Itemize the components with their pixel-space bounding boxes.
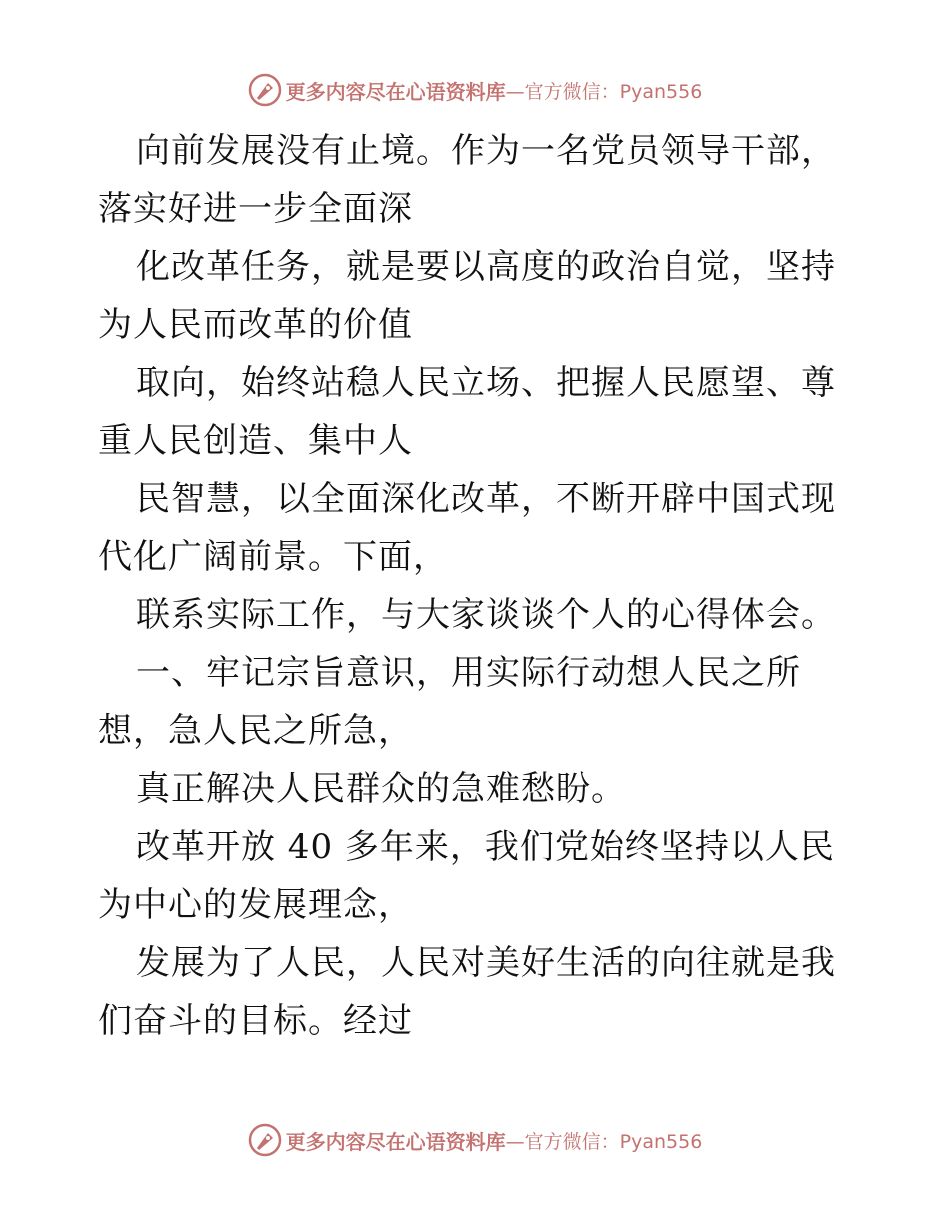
paragraph: 改革开放 40 多年来，我们党始终坚持以人民为中心的发展理念， <box>98 827 835 925</box>
pen-nib-logo-icon <box>248 73 282 107</box>
paragraph: 化改革任务，就是要以高度的政治自觉，坚持为人民而改革的价值 <box>98 247 836 345</box>
watermark-main-text: 更多内容尽在心语资料库 <box>285 79 506 104</box>
paragraph: 真正解决人民群众的急难愁盼。 <box>136 769 626 809</box>
paragraph: 联系实际工作，与大家谈谈个人的心得体会。 <box>136 595 836 635</box>
paragraph: 向前发展没有止境。作为一名党员领导干部，落实好进一步全面深 <box>98 131 836 229</box>
header-watermark <box>0 70 950 110</box>
paragraph: 一、牢记宗旨意识，用实际行动想人民之所想，急人民之所急， <box>98 653 801 751</box>
paragraph: 取向，始终站稳人民立场、把握人民愿望、尊重人民创造、集中人 <box>98 363 836 461</box>
watermark-contact-text: —官方微信：Pyan556 <box>505 80 703 103</box>
watermark-contact-text: —官方微信：Pyan556 <box>505 1130 703 1153</box>
footer-watermark <box>0 1120 950 1160</box>
document-body <box>98 122 858 1050</box>
paragraph: 民智慧，以全面深化改革，不断开辟中国式现代化广阔前景。下面， <box>98 479 836 577</box>
pen-nib-logo-icon <box>248 1123 282 1157</box>
paragraph: 发展为了人民，人民对美好生活的向往就是我们奋斗的目标。经过 <box>98 943 836 1041</box>
watermark-main-text: 更多内容尽在心语资料库 <box>285 1129 506 1154</box>
